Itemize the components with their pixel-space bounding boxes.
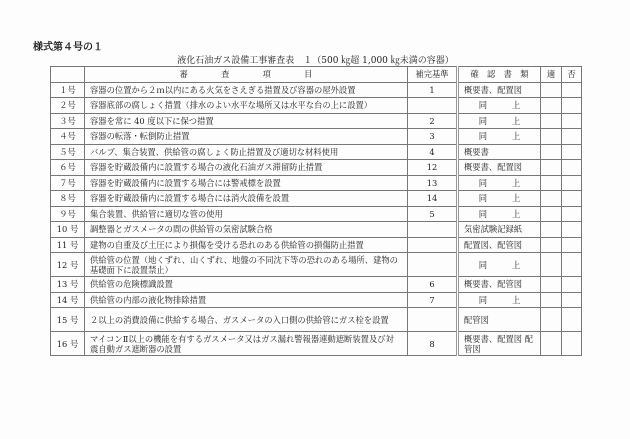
fail-cell[interactable] [562, 175, 582, 191]
pass-cell[interactable] [541, 144, 562, 160]
pass-cell[interactable] [541, 222, 562, 238]
row-standard [408, 98, 458, 114]
row-standard [408, 253, 458, 277]
row-standard: 2 [408, 113, 458, 129]
row-documents: 同 上 [458, 292, 541, 308]
fail-cell[interactable] [562, 160, 582, 176]
header-item: 審 査 項 目 [85, 67, 408, 83]
row-number: 14 号 [51, 292, 85, 308]
pass-cell[interactable] [541, 129, 562, 145]
table-row [51, 98, 582, 114]
table-row [51, 277, 582, 293]
table-row [51, 253, 582, 277]
row-standard: 6 [408, 277, 458, 293]
row-documents: 同 上 [458, 98, 541, 114]
pass-cell[interactable] [541, 237, 562, 253]
pass-cell[interactable] [541, 160, 562, 176]
fail-cell[interactable] [562, 129, 582, 145]
pass-cell[interactable] [541, 191, 562, 207]
row-standard: 4 [408, 144, 458, 160]
pass-cell[interactable] [541, 332, 562, 356]
fail-cell[interactable] [562, 308, 582, 332]
row-item: 集合装置、供給管に適切な管の使用 [85, 206, 408, 222]
row-item: 供給管の内部の液化物排除措置 [85, 292, 408, 308]
row-documents: 同 上 [458, 129, 541, 145]
row-number: ４号 [51, 129, 85, 145]
pass-cell[interactable] [541, 308, 562, 332]
fail-cell[interactable] [562, 206, 582, 222]
document-title: 液化石油ガス設備工事審査表 １（500 ㎏超 1,000 ㎏未満の容器） [177, 56, 454, 66]
fail-cell[interactable] [562, 82, 582, 98]
table-row [51, 144, 582, 160]
row-number: ９号 [51, 206, 85, 222]
row-standard: 12 [408, 160, 458, 176]
row-item: 容器の転落・転倒防止措置 [85, 129, 408, 145]
fail-cell[interactable] [562, 222, 582, 238]
row-item: ２以上の消費設備に供給する場合、ガスメータの入口側の供給管にガス栓を設置 [85, 308, 408, 332]
form-number: 様式第４号の１ [33, 42, 103, 53]
row-item: マイコンⅡ以上の機能を有するガスメータ又はガス漏れ警報器連動遮断装置及び対震自動ガス遮断器の設置 [85, 332, 408, 356]
row-standard: 7 [408, 292, 458, 308]
row-standard: 8 [408, 332, 458, 356]
pass-cell[interactable] [541, 113, 562, 129]
header-fail: 否 [562, 67, 582, 83]
row-item: 容器底部の腐しょく措置（排水のよい水平な場所又は水平な台の上に設置） [85, 98, 408, 114]
row-item: 供給管の位置（地くずれ、山くずれ、地盤の不同沈下等の恐れのある場所、建物の基礎面下に設置禁止） [85, 253, 408, 277]
row-standard [408, 237, 458, 253]
row-number: 11 号 [51, 237, 85, 253]
fail-cell[interactable] [562, 237, 582, 253]
row-standard [408, 308, 458, 332]
fail-cell[interactable] [562, 253, 582, 277]
fail-cell[interactable] [562, 292, 582, 308]
row-number: ２号 [51, 98, 85, 114]
pass-cell[interactable] [541, 277, 562, 293]
table-row [51, 191, 582, 207]
header-documents: 確 認 書 類 [458, 67, 541, 83]
row-standard: 3 [408, 129, 458, 145]
table-row [51, 113, 582, 129]
row-standard: 5 [408, 206, 458, 222]
row-number: 10 号 [51, 222, 85, 238]
pass-cell[interactable] [541, 206, 562, 222]
header-row [51, 67, 582, 83]
table-row [51, 160, 582, 176]
row-number: 15 号 [51, 308, 85, 332]
fail-cell[interactable] [562, 113, 582, 129]
review-table [50, 66, 582, 356]
row-number: 12 号 [51, 253, 85, 277]
row-number: ６号 [51, 160, 85, 176]
fail-cell[interactable] [562, 277, 582, 293]
row-documents: 概要書 [458, 144, 541, 160]
header-no [51, 67, 85, 83]
table-row [51, 206, 582, 222]
row-item: 調整器とガスメータの間の供給管の気密試験合格 [85, 222, 408, 238]
row-item: バルブ、集合装置、供給管の腐しょく防止措置及び適切な材料使用 [85, 144, 408, 160]
row-documents: 同 上 [458, 191, 541, 207]
table-row [51, 175, 582, 191]
row-documents: 概要書、配置図 配管図 [458, 332, 541, 356]
row-number: 13 号 [51, 277, 85, 293]
table-row [51, 292, 582, 308]
row-documents: 概要書、配管図 [458, 277, 541, 293]
row-documents: 概要書、配置図 [458, 82, 541, 98]
pass-cell[interactable] [541, 175, 562, 191]
pass-cell[interactable] [541, 98, 562, 114]
row-documents: 同 上 [458, 253, 541, 277]
header-pass: 適 [541, 67, 562, 83]
row-documents: 気密試験記録紙 [458, 222, 541, 238]
table-row [51, 129, 582, 145]
fail-cell[interactable] [562, 332, 582, 356]
row-number: ７号 [51, 175, 85, 191]
row-documents: 概要書、配置図 [458, 160, 541, 176]
fail-cell[interactable] [562, 98, 582, 114]
fail-cell[interactable] [562, 144, 582, 160]
row-number: １号 [51, 82, 85, 98]
row-documents: 同 上 [458, 206, 541, 222]
table-row [51, 308, 582, 332]
fail-cell[interactable] [562, 191, 582, 207]
row-documents: 配置図、配管図 [458, 237, 541, 253]
row-item: 容器を常に 40 度以下に保つ措置 [85, 113, 408, 129]
pass-cell[interactable] [541, 82, 562, 98]
row-item: 容器を貯蔵設備内に設置する場合には消火設備を設置 [85, 191, 408, 207]
table-row [51, 332, 582, 356]
row-item: 容器を貯蔵設備内に設置する場合の液化石油ガス滞留防止措置 [85, 160, 408, 176]
row-item: 供給管の危険標識設置 [85, 277, 408, 293]
table-row [51, 82, 582, 98]
row-standard: 14 [408, 191, 458, 207]
row-number: 16 号 [51, 332, 85, 356]
row-documents: 同 上 [458, 175, 541, 191]
row-documents: 配管図 [458, 308, 541, 332]
header-standard: 補完基準 [408, 67, 458, 83]
pass-cell[interactable] [541, 253, 562, 277]
row-item: 容器の位置から２ｍ以内にある火気をさえぎる措置及び容器の屋外設置 [85, 82, 408, 98]
row-standard: 1 [408, 82, 458, 98]
row-number: ５号 [51, 144, 85, 160]
row-item: 建物の自重及び土圧により損傷を受ける恐れのある供給管の損傷防止措置 [85, 237, 408, 253]
row-documents: 同 上 [458, 113, 541, 129]
row-standard: 13 [408, 175, 458, 191]
row-item: 容器を貯蔵設備内に設置する場合には警戒標を設置 [85, 175, 408, 191]
pass-cell[interactable] [541, 292, 562, 308]
row-standard [408, 222, 458, 238]
table-row [51, 237, 582, 253]
table-row [51, 222, 582, 238]
row-number: ８号 [51, 191, 85, 207]
row-number: ３号 [51, 113, 85, 129]
